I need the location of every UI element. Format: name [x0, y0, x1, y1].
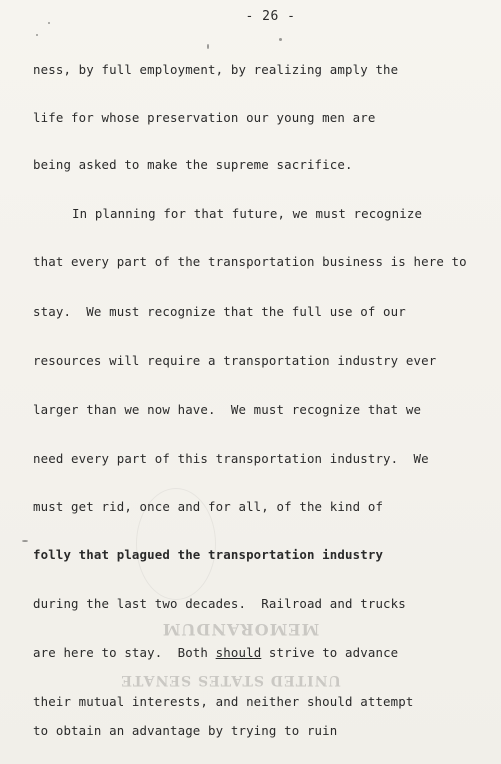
ink-speck	[48, 22, 50, 24]
bleed-through-stamp-2: UNITED STATES SENATE	[120, 672, 341, 688]
ink-speck	[207, 44, 209, 49]
bleed-through-stamp-1: MEMORANDUM	[161, 620, 320, 639]
text-line-4: In planning for that future, we must recognize	[72, 206, 423, 221]
ink-speck	[22, 540, 28, 542]
ink-speck	[279, 38, 282, 41]
text-line-13-start: are here to stay. Both	[33, 645, 216, 660]
text-line-1: ness, by full employment, by realizing amply the	[33, 62, 399, 77]
ink-speck	[36, 34, 38, 36]
faint-seal-mark	[136, 488, 216, 600]
text-line-6: stay. We must recognize that the full use of our	[33, 304, 406, 319]
underlined-word: should	[215, 645, 262, 660]
text-line-9: need every part of this transportation industry. We	[33, 451, 429, 466]
text-line-13-end: strive to advance	[261, 645, 399, 660]
text-line-2: life for whose preservation our young men are	[33, 110, 376, 125]
text-line-10: must get rid, once and for all, of the kind of	[33, 499, 384, 514]
text-line-12: during the last two decades. Railroad and trucks	[33, 596, 406, 611]
text-line-5: that every part of the transportation business is here to	[33, 254, 467, 269]
text-line-15: to obtain an advantage by trying to ruin	[33, 723, 338, 738]
text-line-13	[33, 645, 398, 660]
text-line-8: larger than we now have. We must recognize that we	[33, 402, 422, 417]
page-number: - 26 -	[245, 9, 296, 24]
text-line-14: their mutual interests, and neither should attempt	[33, 694, 414, 709]
text-line-7: resources will require a transportation industry ever	[33, 353, 437, 368]
text-line-11-content: folly that plagued the transportation industry	[33, 547, 384, 562]
text-line-3: being asked to make the supreme sacrifice.	[33, 157, 353, 172]
